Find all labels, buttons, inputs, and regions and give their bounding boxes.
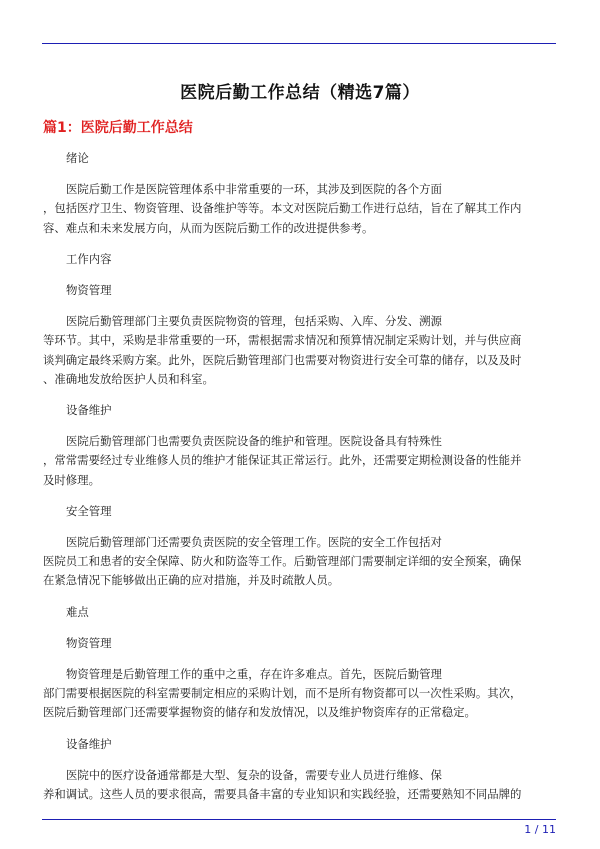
paragraph-line: 医院后勤管理部门还需要负责医院的安全管理工作。医院的安全工作包括对 [66, 535, 442, 550]
body-heading: 物资管理 [66, 283, 112, 298]
body-paragraph [43, 180, 557, 238]
paragraph-line: ，常常需要经过专业维修人员的维护才能保证其正常运行。此外，还需要定期检测设备的性能并 [43, 453, 522, 468]
paragraph-line: 在紧急情况下能够做出正确的应对措施，并及时疏散人员。 [43, 573, 340, 588]
section-title: 篇1：医院后勤工作总结 [43, 120, 193, 136]
body-heading: 难点 [66, 604, 89, 619]
paragraph-line: 养和调试。这些人员的要求很高，需要具备丰富的专业知识和实践经验，还需要熟知不同品牌的 [43, 787, 522, 802]
document-title: 医院后勤工作总结（精选7篇） [180, 83, 420, 103]
body-heading: 工作内容 [66, 251, 112, 266]
paragraph-line: 医院后勤管理部门也需要负责医院设备的维护和管理。医院设备具有特殊性 [66, 434, 442, 449]
body-heading: 设备维护 [66, 736, 112, 751]
body-heading: 安全管理 [66, 503, 112, 518]
paragraph-line: 等环节。其中，采购是非常重要的一环，需根据需求情况和预算情况制定采购计划，并与供应商 [43, 333, 522, 348]
body-heading: 设备维护 [66, 403, 112, 418]
paragraph-line: 谈判确定最终采购方案。此外，医院后勤管理部门也需要对物资进行安全可靠的储存，以及及时 [43, 352, 522, 367]
paragraph-line: 、准确地发放给医护人员和科室。 [43, 371, 214, 386]
paragraph-line: 容、难点和未来发展方向，从而为医院后勤工作的改进提供参考。 [43, 220, 374, 235]
body-paragraph [43, 665, 557, 723]
body-paragraph [43, 533, 557, 591]
paragraph-line: 医院后勤管理部门还需要掌握物资的储存和发放情况，以及维护物资库存的正常稳定。 [43, 705, 476, 720]
body-paragraph [43, 766, 557, 804]
paragraph-line: 医院中的医疗设备通常都是大型、复杂的设备，需要专业人员进行维修、保 [66, 767, 442, 782]
paragraph-line: 医院后勤管理部门主要负责医院物资的管理，包括采购、入库、分发、溯源 [66, 314, 442, 329]
paragraph-line: 医院员工和患者的安全保障、防火和防盗等工作。后勤管理部门需要制定详细的安全预案，确保 [43, 554, 522, 569]
document-body [43, 149, 557, 816]
body-heading: 物资管理 [66, 635, 112, 650]
body-heading: 绪论 [66, 151, 89, 165]
paragraph-line: 及时修理。 [43, 472, 100, 487]
paragraph-line: ，包括医疗卫生、物资管理、设备维护等等。本文对医院后勤工作进行总结，旨在了解其工作内 [43, 201, 522, 216]
body-paragraph [43, 432, 557, 490]
body-paragraph [43, 312, 557, 389]
paragraph-line: 物资管理是后勤管理工作的重中之重，存在许多难点。首先，医院后勤管理 [66, 667, 442, 682]
page-number: 1 / 11 [524, 823, 556, 836]
paragraph-line: 部门需要根据医院的科室需要制定相应的采购计划，而不是所有物资都可以一次性采购。其次， [43, 686, 522, 701]
header-rule [42, 43, 556, 44]
paragraph-line: 医院后勤工作是医院管理体系中非常重要的一环，其涉及到医院的各个方面 [66, 182, 442, 197]
footer-rule [42, 819, 556, 820]
